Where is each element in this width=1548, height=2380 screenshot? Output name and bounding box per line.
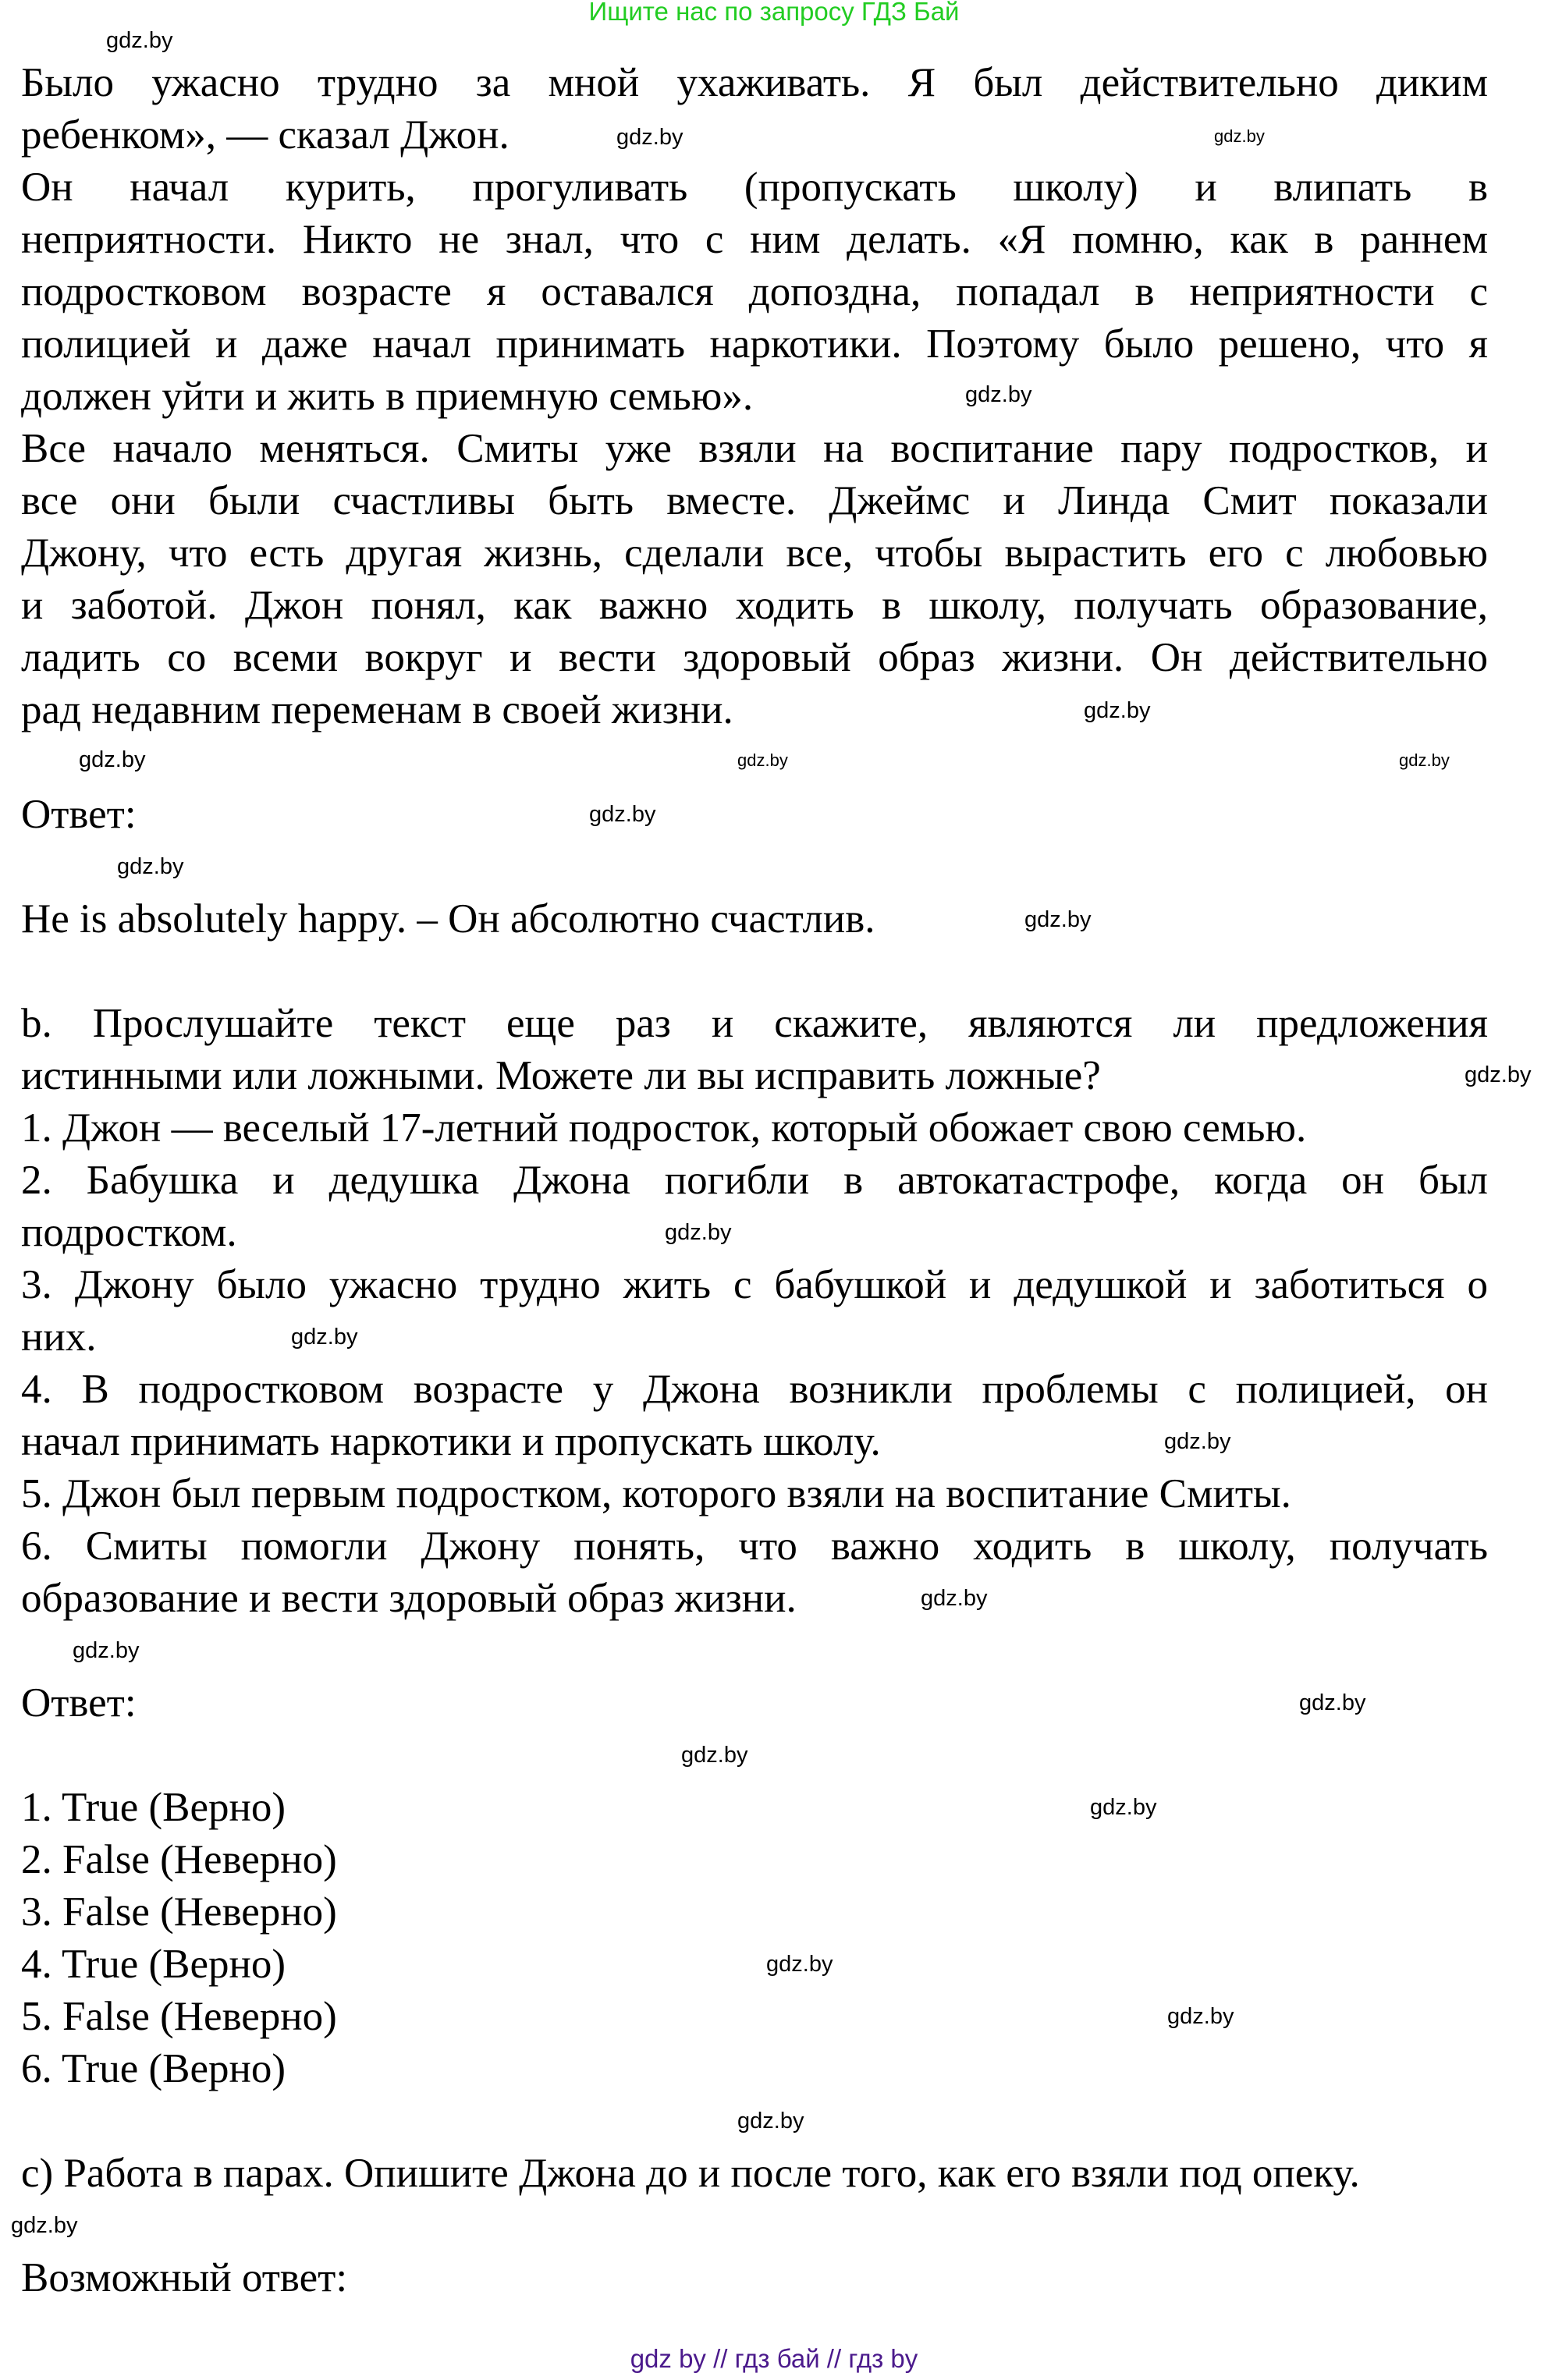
task-b-line: 6. Смиты помогли Джону понять, что важно ходить в школу, получать [21,1523,1488,1569]
task-b-line: истинными или ложными. Можете ли вы исправить ложные? [21,1053,1101,1098]
watermark: gdz.by [737,2109,804,2133]
watermark: gdz.by [766,1952,833,1977]
answer-b-item: 4. True (Верно) [21,1942,286,1987]
story-line: неприятности. Никто не знал, что с ним делать. «Я помню, как в раннем [21,217,1488,262]
answer-label: Ответ: [21,1680,137,1726]
watermark: gdz.by [1299,1690,1366,1715]
spacer [21,1729,1488,1782]
task-b-line: b. Прослушайте текст еще раз и скажите, являются ли предложения [21,1001,1488,1046]
answer-a: He is absolutely happy. – Он абсолютно счастлив. [21,896,875,942]
watermark: gdz.by [117,854,184,879]
watermark: gdz.by [291,1325,358,1350]
spacer [21,945,1488,998]
story-line: все они были счастливы быть вместе. Джеймс и Линда Смит показали [21,478,1488,523]
answer-b-item: 1. True (Верно) [21,1785,286,1830]
watermark: gdz.by [11,2213,78,2238]
watermark: gdz.by [1465,1062,1532,1087]
task-b-line: начал принимать наркотики и пропускать школу. [21,1419,881,1464]
watermark: gdz.by [1167,2004,1234,2029]
spacer [21,2200,1488,2252]
story-line: должен уйти и жить в приемную семью». [21,374,754,419]
story-line: ладить со всеми вокруг и вести здоровый образ жизни. Он действительно [21,635,1488,680]
watermark: gdz.by [965,382,1032,407]
answer-b-item: 2. False (Неверно) [21,1837,337,1882]
task-b-line: 5. Джон был первым подростком, которого взяли на воспитание Смиты. [21,1471,1291,1516]
watermark: gdz.by [106,28,173,53]
watermark: gdz.by [589,802,656,827]
answer-b-item: 5. False (Неверно) [21,1994,337,2039]
watermark: gdz.by [921,1586,988,1611]
answer-b-item: 3. False (Неверно) [21,1889,337,1935]
task-c: c) Работа в парах. Опишите Джона до и после того, как его взяли под опеку. [21,2151,1360,2196]
watermark: gdz.by [1084,698,1151,723]
answer-b-item: 6. True (Верно) [21,2046,286,2091]
search-banner[interactable]: Ищите нас по запросу ГДЗ Бай [588,0,960,26]
watermark: gdz.by [737,750,788,770]
story-line: Все начало меняться. Смиты уже взяли на воспитание пару подростков, и [21,426,1488,471]
watermark: gdz.by [665,1220,732,1245]
watermark: gdz.by [73,1638,140,1663]
story-line: Было ужасно трудно за мной ухаживать. Я был действительно диким [21,60,1488,105]
footer-links[interactable]: gdz by // гдз бай // гдз by [630,2344,918,2373]
task-b-line: подростком. [21,1210,237,1255]
watermark: gdz.by [1164,1429,1231,1454]
watermark: gdz.by [681,1743,748,1768]
watermark: gdz.by [616,125,683,150]
story-line: ребенком», — сказал Джон. [21,112,509,158]
watermark: gdz.by [79,747,146,772]
story-line: полицией и даже начал принимать наркотики. Поэтому было решено, что я [21,321,1488,367]
watermark: gdz.by [1090,1795,1157,1820]
document-body [21,57,1488,2304]
story-line: и заботой. Джон понял, как важно ходить в школу, получать образование, [21,583,1488,628]
possible-answer-label: Возможный ответ: [21,2255,348,2300]
task-b-line: образование и вести здоровый образ жизни. [21,1576,797,1621]
task-b-line: 4. В подростковом возрасте у Джона возникли проблемы с полицией, он [21,1367,1488,1412]
spacer [21,841,1488,893]
task-b-line: них. [21,1314,97,1360]
story-line: рад недавним переменам в своей жизни. [21,687,733,732]
task-b-line: 2. Бабушка и дедушка Джона погибли в автокатастрофе, когда он был [21,1158,1488,1203]
story-line: подростковом возрасте я оставался допоздна, попадал в неприятности с [21,269,1488,314]
watermark: gdz.by [1214,126,1265,146]
answer-label: Ответ: [21,792,137,837]
watermark: gdz.by [1399,750,1450,770]
task-b-line: 1. Джон — веселый 17-летний подросток, который обожает свою семью. [21,1105,1307,1151]
spacer [21,1625,1488,1677]
task-b-line: 3. Джону было ужасно трудно жить с бабушкой и дедушкой и заботиться о [21,1262,1488,1307]
story-line: Джону, что есть другая жизнь, сделали все, чтобы вырастить его с любовью [21,530,1488,576]
watermark: gdz.by [1024,907,1092,932]
story-line: Он начал курить, прогуливать (пропускать школу) и влипать в [21,165,1488,210]
